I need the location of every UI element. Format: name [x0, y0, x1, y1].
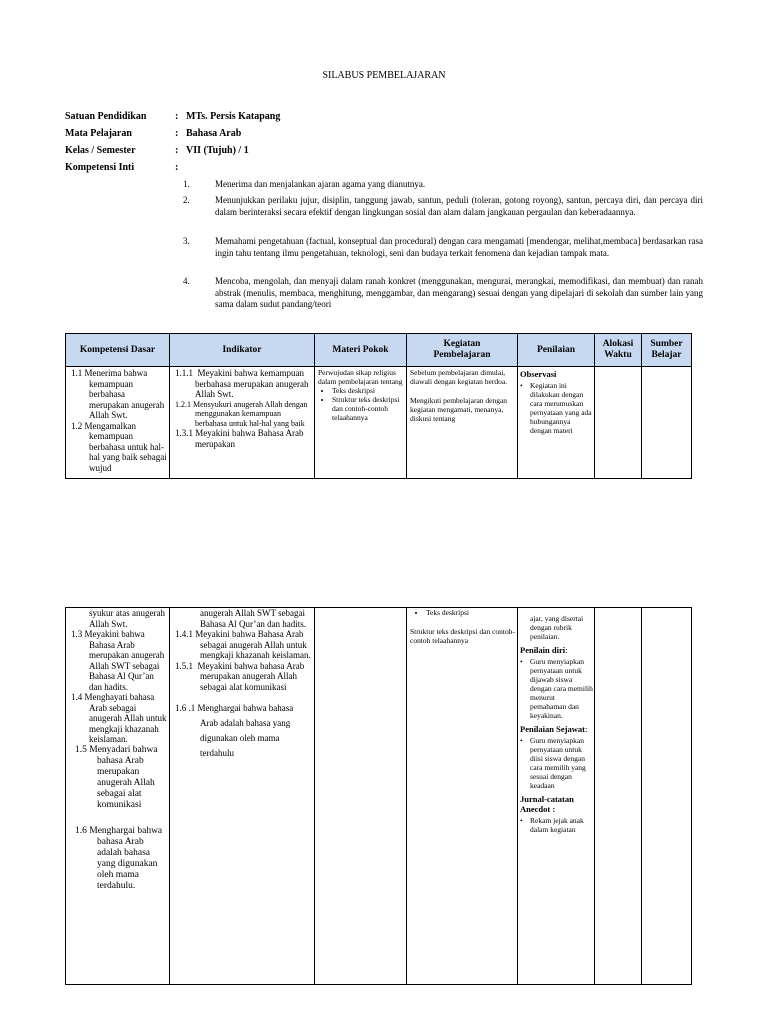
indikator-item: [173, 428, 312, 449]
penilaian-text: Guru menyiapkan pernyataan untuk dijawab siswa dengan cara memilih menurut pemahaman dan keyakinan.: [530, 657, 593, 720]
sumber-cell: [642, 608, 692, 985]
meta-colon: :: [175, 128, 179, 139]
penilaian-text: Guru menyiapkan pernyataan untuk diisi siswa dengan cara memilih yang sesuai dengan keadaan: [530, 736, 586, 790]
kd-number: 1.6: [75, 825, 87, 836]
kd-number: 1.4: [71, 692, 83, 702]
meta-colon: :: [175, 162, 179, 173]
penilaian-item: [518, 381, 593, 435]
meta-colon: :: [175, 145, 179, 156]
ki-text: Menunjukkan perilaku jujur, disiplin, tanggung jawab, santun, peduli (toleran, gotong royong), santun, percaya diri, dan percaya diri dalam berinteraksi secara efektif dengan lingkungan sosial dan alam dalam jangkauan pergaulan dan keberadaannya.: [215, 195, 703, 217]
table-row: [66, 608, 692, 985]
materi-item: • Teks deskripsi: [332, 386, 404, 395]
kegiatan-text: Mengikuti pembelajaran dengan kegiatan mengamati, menanya, diskusi tentang: [410, 396, 508, 423]
penilaian-heading: [520, 645, 593, 655]
meta-label: Satuan Pendidikan: [65, 111, 147, 122]
indikator-text: Meyakini bahwa Bahasa Arab merupakan: [195, 428, 304, 449]
kd-item: [69, 745, 167, 811]
alokasi-cell: [595, 367, 642, 479]
kegiatan-text: Struktur teks deskripsi dan contoh-contoh telaahannya: [410, 627, 515, 645]
penilaian-heading-suffix: :: [584, 724, 588, 734]
indikator-item: [173, 368, 312, 400]
kd-text: Menghayati bahasa Arab sebagai anugerah Allah untuk mengkaji khazanah keislaman.: [84, 692, 167, 744]
indikator-number: 1.6 .1: [175, 703, 196, 713]
penilaian-cell: [518, 608, 595, 985]
ki-text: Menerima dan menjalankan ajaran agama yang dianutnya.: [215, 179, 426, 189]
kd-number: 1.5: [75, 744, 87, 755]
kd-text: syukur atas anugerah Allah Swt.: [89, 608, 165, 629]
indikator-text: Menghargai bahwa bahasa Arab adalah bahasa yang digunakan oleh mama terdahulu: [197, 703, 294, 758]
ki-text: Mencoba, mengolah, dan menyaji dalam ranah konkret (menggunakan, mengurai, merangkai, memodifikasi, dan membuat) dan ranah abstrak (menulis, membaca, menghitung, menggambar, dan mengarang) sesuai dengan yang dipelajari di sekolah dan sumber lain yang sama dalam sudut pandang/teori: [215, 276, 703, 309]
ki-number: 3.: [183, 236, 190, 246]
indikator-cell: [170, 608, 315, 985]
header-alokasi-waktu: [595, 334, 642, 367]
indikator-number: 1.4.1: [175, 629, 193, 639]
kd-item: [69, 421, 167, 474]
meta-value: VII (Tujuh) / 1: [186, 145, 249, 156]
penilaian-heading-text: Penilain diri: [520, 645, 566, 655]
bullet-icon: •: [520, 816, 523, 825]
indikator-text: anugerah Allah SWT sebagai Bahasa Al Qur’an dan hadits.: [200, 608, 307, 629]
indikator-number: 1.3.1: [175, 428, 193, 438]
penilaian-item: [518, 736, 593, 790]
penilaian-cell: [518, 367, 595, 479]
bullet-icon: •: [520, 736, 523, 745]
indikator-cell: [170, 367, 315, 479]
materi-cell: [315, 367, 407, 479]
indikator-number: 1.5.1: [175, 660, 193, 671]
meta-label: Kelas / Semester: [65, 145, 136, 156]
kd-cell: [66, 608, 170, 985]
meta-value: MTs. Persis Katapang: [186, 111, 281, 122]
header-indikator: Indikator: [170, 334, 315, 367]
header-kegiatan: [407, 334, 518, 367]
ki-number: 2.: [183, 195, 190, 205]
syllabus-table-part-1: [65, 333, 692, 479]
kd-item: [69, 608, 167, 629]
penilaian-heading-text: Penilaian Sejawat: [520, 724, 585, 734]
indikator-text: Meyakini bahwa bahasa Arab merupakan anugerah Allah sebagai alat komunikasi: [197, 660, 305, 692]
sumber-cell: [642, 367, 692, 479]
penilaian-item: [518, 816, 593, 834]
meta-colon: :: [175, 111, 179, 122]
penilaian-continuation: [518, 614, 593, 641]
header-materi-pokok: Materi Pokok: [315, 334, 407, 367]
kegiatan-cell: [407, 608, 518, 985]
bullet-icon: •: [520, 657, 523, 666]
kd-item: [69, 629, 167, 692]
indikator-item: [173, 701, 312, 761]
alokasi-cell: [595, 608, 642, 985]
penilaian-item: [518, 657, 593, 720]
indikator-item: [173, 400, 312, 429]
meta-label: Mata Pelajaran: [65, 128, 132, 139]
kegiatan-text: Sebelum pembelajaran dimulai, diawali dengan kegiatan berdoa.: [410, 368, 508, 386]
kd-number: 1.3: [71, 629, 83, 639]
table-header-row: [66, 334, 692, 367]
ki-text: Memahami pengetahuan (factual, konseptual dan procedural) dengan cara mengamati [mendengar, melihat,membaca] berdasarkan rasa ingin tahu tentang ilmu pengetahuan, teknologi, seni dan budaya terkait fenomena dan kejadian tampak mata.: [215, 236, 703, 258]
materi-item: • Struktur teks deskripsi dan contoh-contoh telaahannya: [332, 395, 404, 422]
indikator-item: [173, 629, 312, 661]
indikator-text: Meyakini bahwa Bahasa Arab sebagai anugerah Allah untuk mengkaji khazanah keislaman.: [195, 629, 311, 660]
penilaian-text: ajar, yang disertai dengan rubrik penilaian.: [530, 614, 584, 641]
kd-number: 1.2: [71, 420, 83, 431]
indikator-text: Meyakini bahwa kemampuan berbahasa merupakan anugerah Allah Swt.: [195, 368, 309, 399]
kd-text: Menyadari bahwa bahasa Arab merupakan anugerah Allah sebagai alat komunikasi: [89, 744, 158, 810]
ki-number: 1.: [183, 179, 190, 189]
kd-text: Menghargai bahwa bahasa Arab adalah bahasa yang digunakan oleh mama terdahulu.: [89, 825, 163, 891]
indikator-text: Mensyukuri anugerah Allah dengan menggunakan kemampuan berbahasa untuk hal-hal yang baik: [193, 399, 308, 428]
indikator-number: 1.2.1: [175, 399, 191, 409]
kd-text: Menerima bahwa kemampuan berbahasa merupakan anugerah Allah Swt.: [84, 368, 165, 420]
penilaian-heading: [520, 794, 593, 814]
header-kegiatan-label: Kegiatan Pembelajaran: [433, 339, 491, 360]
table-row: [66, 367, 692, 479]
indikator-item: [173, 661, 312, 693]
kd-item: [69, 692, 167, 745]
penilaian-heading: [520, 724, 593, 734]
header-alokasi-label: Alokasi Waktu: [602, 339, 634, 360]
penilaian-heading: Observasi: [520, 369, 557, 379]
page-title: SILABUS PEMBELAJARAN: [322, 70, 446, 81]
materi-intro: Perwujudan sikap religius dalam pembelajaran tentang: [318, 368, 403, 386]
penilaian-text: Kegiatan ini dilakukan dengan cara merumuskan pernyataan yang ada hubungannya dengan materi: [530, 381, 592, 435]
header-sumber-label: Sumber Belajar: [650, 339, 683, 360]
header-sumber-belajar: [642, 334, 692, 367]
kd-item: [69, 368, 167, 421]
penilaian-heading-text: Jurnal-catatan Anecdot: [520, 794, 574, 814]
kd-cell: [66, 367, 170, 479]
indikator-item: [173, 608, 312, 629]
meta-label: Kompetensi Inti: [65, 162, 135, 173]
kegiatan-item: • Teks deskripsi: [426, 608, 515, 617]
penilaian-heading-suffix: :: [565, 645, 568, 655]
kd-text: Mengamalkan kemampuan berbahasa untuk hal-hal yang baik sebagai wujud: [84, 420, 167, 473]
bullet-icon: •: [520, 381, 523, 390]
header-kompetensi-dasar: Kompetensi Dasar: [66, 334, 170, 367]
kd-text: Meyakini bahwa Bahasa Arab merupakan anugerah Allah SWT sebagai Bahasa Al Qur’an dan hadits.: [84, 629, 165, 692]
kegiatan-cell: [407, 367, 518, 479]
kd-number: 1.1: [71, 368, 83, 378]
materi-cell: [315, 608, 407, 985]
kd-item: [69, 826, 167, 892]
penilaian-heading-suffix: :: [550, 804, 556, 814]
meta-value: Bahasa Arab: [186, 128, 242, 139]
ki-number: 4.: [183, 276, 190, 286]
penilaian-text: Rekam jejak anak dalam kegiatan: [530, 816, 584, 834]
syllabus-table-part-2: [65, 607, 692, 985]
header-penilaian: Penilaian: [518, 334, 595, 367]
indikator-number: 1.1.1: [175, 368, 193, 378]
